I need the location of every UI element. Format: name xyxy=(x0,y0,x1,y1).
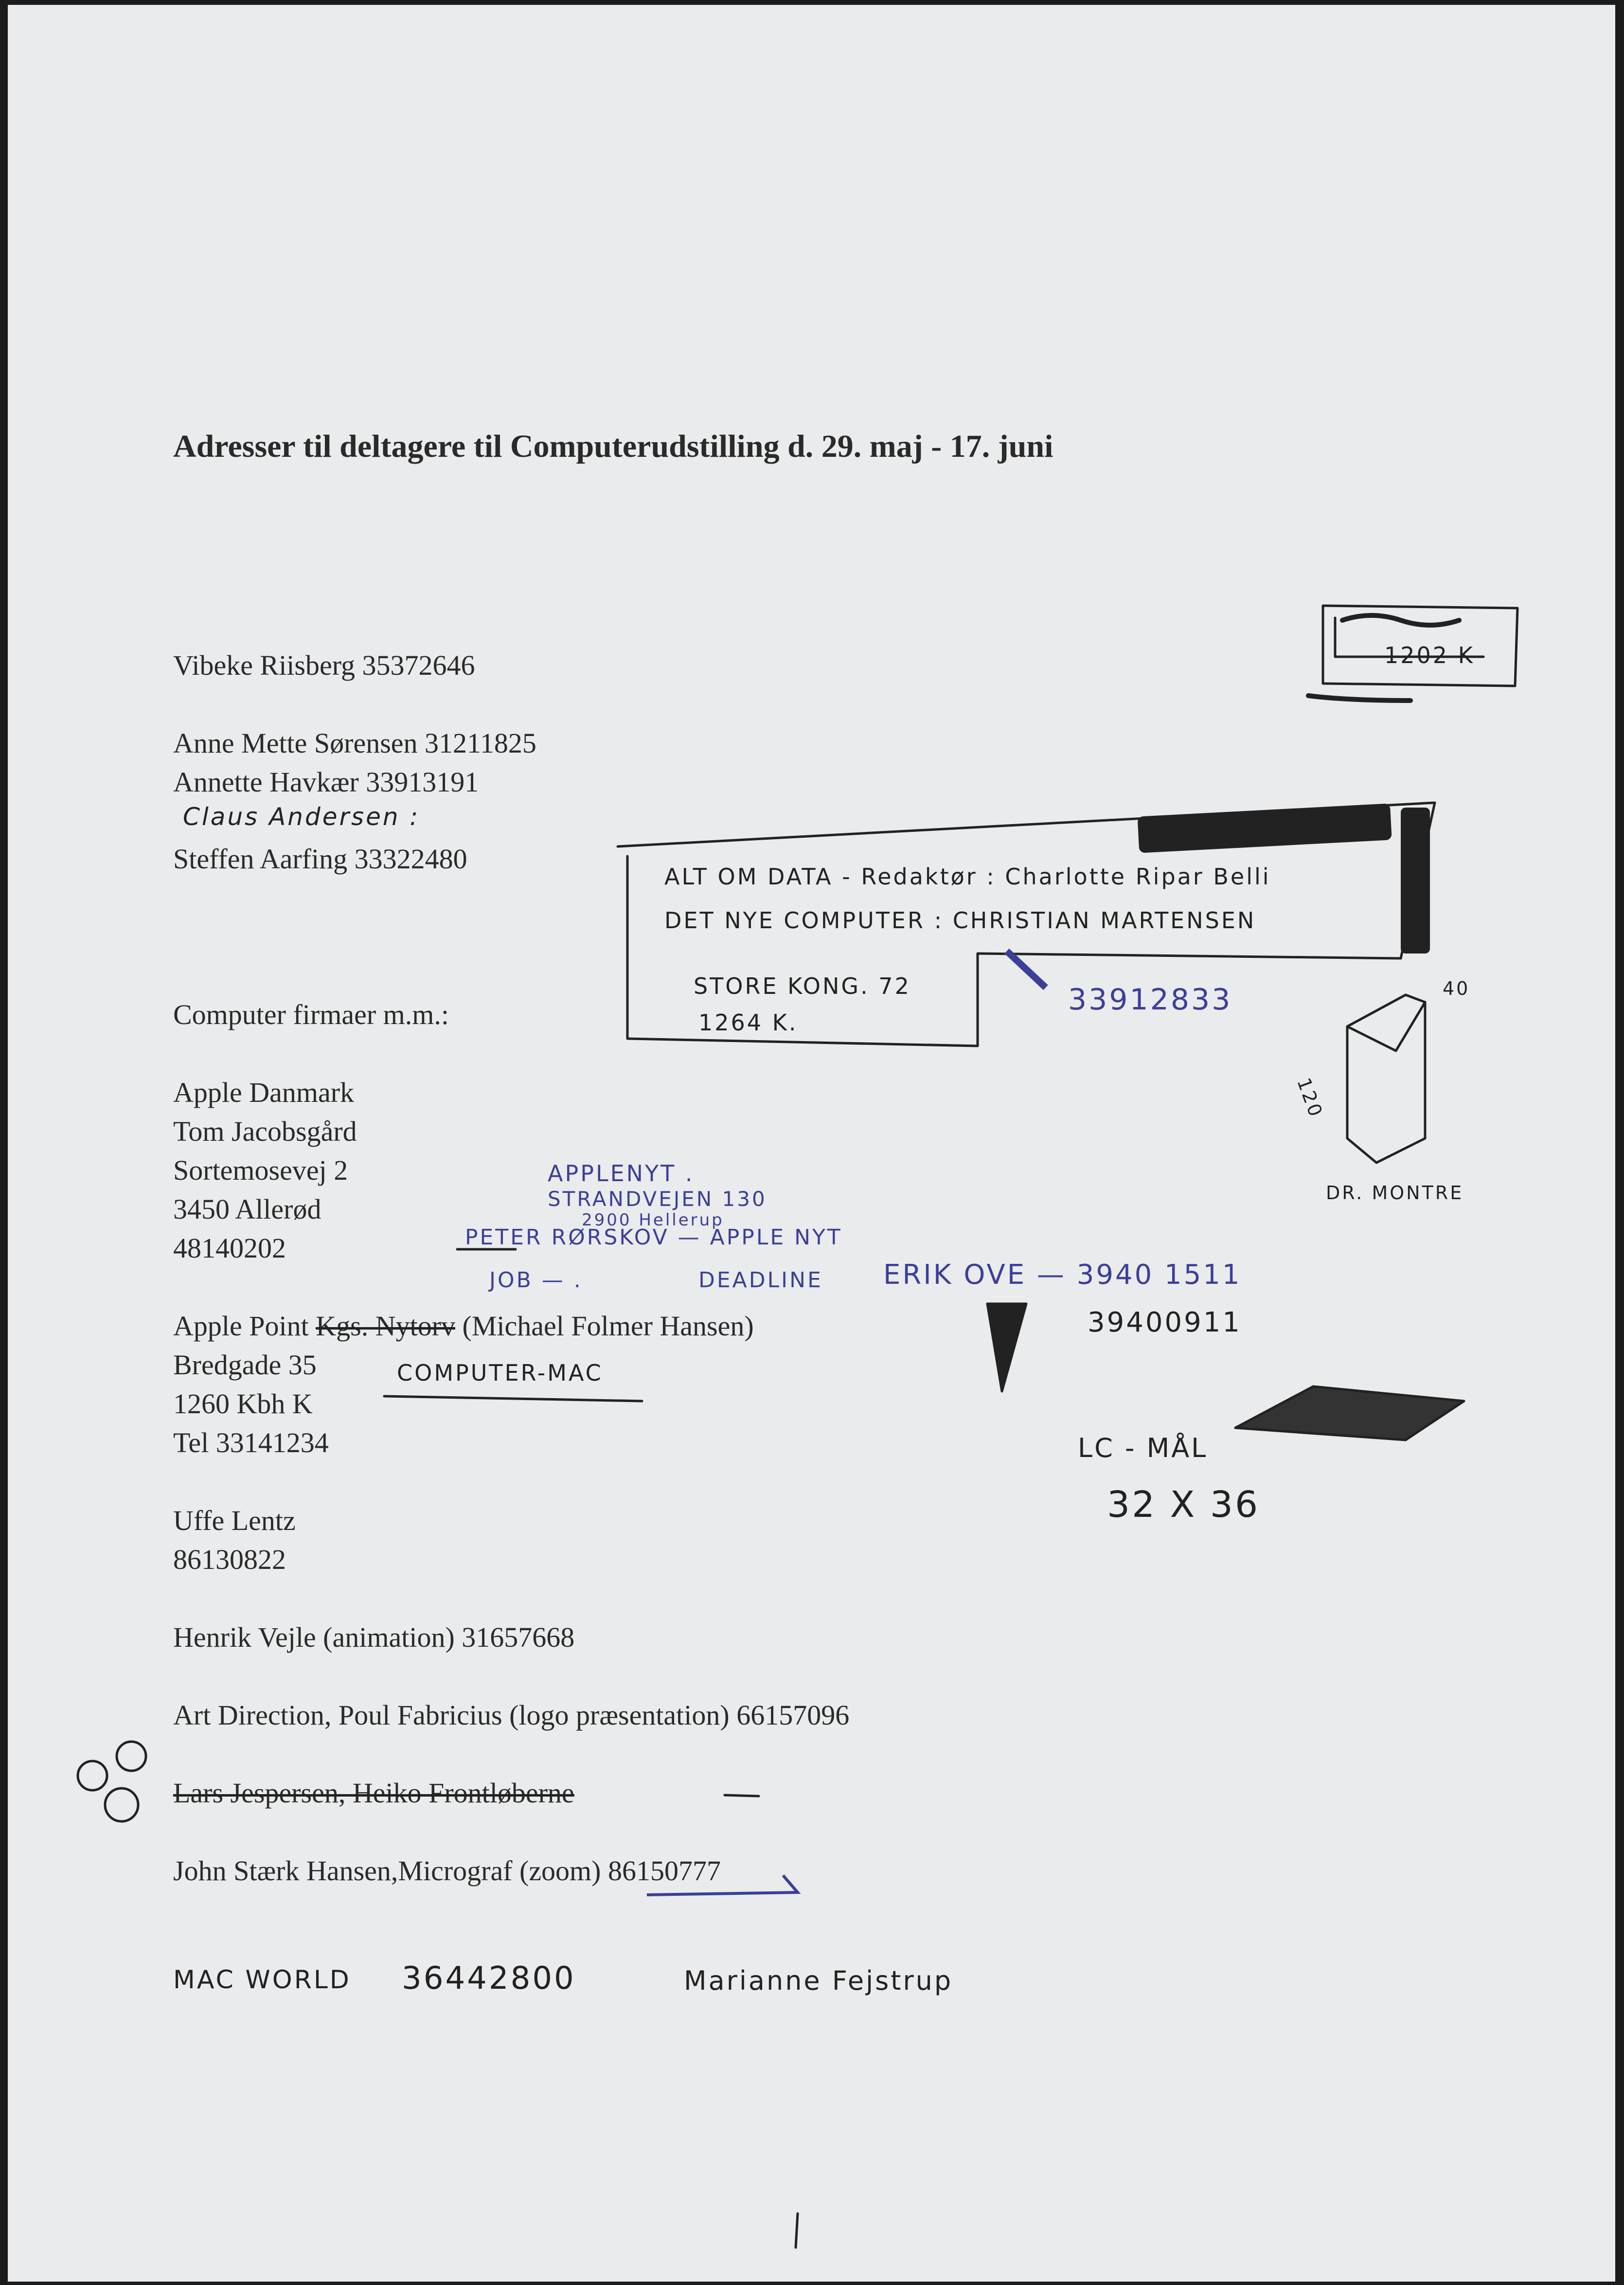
handwritten-peter: PETER RØRSKOV — APPLE NYT xyxy=(465,1225,842,1250)
handwritten-det-nye: DET NYE COMPUTER : CHRISTIAN MARTENSEN xyxy=(664,907,1256,934)
uffe-name: Uffe Lentz xyxy=(173,1505,296,1536)
handwritten-marianne: Marianne Fejstrup xyxy=(684,1965,953,1996)
handwritten-phone-black: 39400911 xyxy=(1088,1307,1242,1338)
apple-point-prefix: Apple Point xyxy=(173,1310,316,1342)
handwritten-erik: ERIK OVE — 3940 1511 xyxy=(883,1259,1242,1291)
contact-annette: Annette Havkær 33913191 xyxy=(173,766,479,798)
contact-steffen: Steffen Aarfing 33322480 xyxy=(173,843,467,875)
contact-anne-mette: Anne Mette Sørensen 31211825 xyxy=(173,727,536,759)
handwritten-alt-om-data: ALT OM DATA - Redaktør : Charlotte Ripar Belli xyxy=(664,864,1271,890)
handwritten-job: JOB — . xyxy=(489,1268,583,1293)
handwritten-deadline: DEADLINE xyxy=(698,1268,823,1293)
contact-art-direction: Art Direction, Poul Fabricius (logo præsentation) 66157096 xyxy=(173,1699,850,1731)
apple-point-street: Bredgade 35 xyxy=(173,1349,317,1381)
handwritten-mac-world-phone: 36442800 xyxy=(402,1961,576,1997)
struck-text: Lars Jespersen, Heiko Frontløberne xyxy=(173,1774,574,1813)
apple-point-contact: (Michael Folmer Hansen) xyxy=(455,1310,754,1342)
apple-point-phone: Tel 33141234 xyxy=(173,1427,329,1458)
handwritten-mac-world: MAC WORLD xyxy=(173,1965,351,1995)
contact-lars-struck xyxy=(173,1774,574,1813)
contact-henrik: Henrik Vejle (animation) 31657668 xyxy=(173,1621,575,1653)
apple-danmark-name: Apple Danmark xyxy=(173,1077,355,1108)
apple-danmark-contact: Tom Jacobsgård xyxy=(173,1116,357,1147)
handwritten-store-kong-zip: 1264 K. xyxy=(698,1009,798,1036)
section-heading: Computer firmaer m.m.: xyxy=(173,999,449,1030)
handwritten-applenyt: APPLENYT . xyxy=(548,1160,695,1187)
handwritten-dim-120: 120 xyxy=(1293,1075,1327,1121)
handwritten-claus: Claus Andersen : xyxy=(183,803,420,831)
document-title: Adresser til deltagere til Computerudstilling d. 29. maj - 17. juni xyxy=(173,429,1053,464)
contact-john: John Stærk Hansen,Micrograf (zoom) 86150777 xyxy=(173,1855,721,1887)
apple-danmark-phone: 48140202 xyxy=(173,1232,286,1264)
apple-point-city: 1260 Kbh K xyxy=(173,1388,313,1420)
handwritten-dim-40: 40 xyxy=(1443,978,1470,999)
handwritten-lc-dim: 32 X 36 xyxy=(1107,1484,1260,1526)
handwritten-lc-mal: LC - MÅL xyxy=(1078,1433,1208,1463)
document-page xyxy=(8,5,1615,2282)
handwritten-store-kong: STORE KONG. 72 xyxy=(694,973,911,999)
contact-vibeke: Vibeke Riisberg 35372646 xyxy=(173,649,475,681)
handwritten-box-top: 1202 K xyxy=(1384,642,1475,668)
struck-text: Kgs. Nytorv xyxy=(316,1307,455,1346)
handwritten-computer-mac: COMPUTER-MAC xyxy=(397,1360,603,1386)
handwritten-strandvejen: STRANDVEJEN 130 xyxy=(548,1187,767,1211)
handwritten-phone-blue: 33912833 xyxy=(1068,983,1232,1017)
apple-danmark-street: Sortemosevej 2 xyxy=(173,1154,348,1186)
handwritten-hellerup: 2900 Hellerup xyxy=(582,1210,724,1230)
apple-danmark-city: 3450 Allerød xyxy=(173,1193,321,1225)
uffe-phone: 86130822 xyxy=(173,1544,286,1575)
handwritten-dr-montre: DR. MONTRE xyxy=(1326,1182,1464,1204)
apple-point-line xyxy=(173,1307,754,1346)
